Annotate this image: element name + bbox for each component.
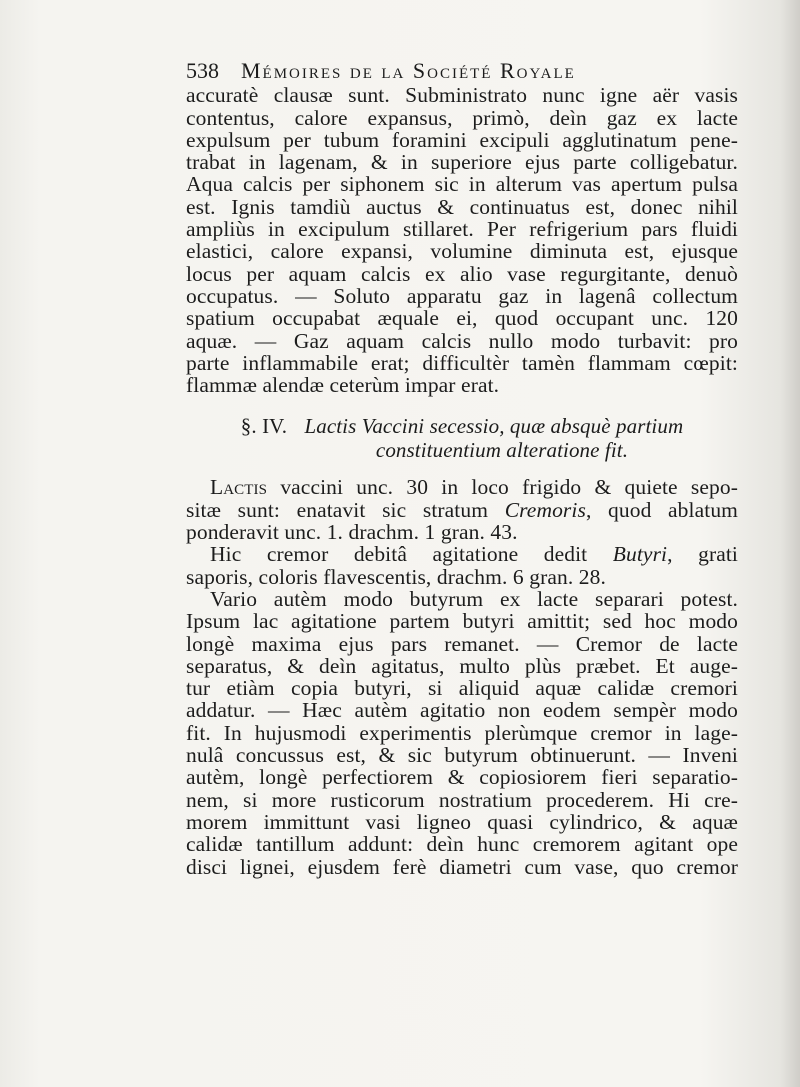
text-line: contentus, calore expansus, primò, deìn gaz ex lacte [186,105,738,130]
text-line: nem, si more rusticorum nostratium procederem. Hi cre- [186,787,738,812]
text-line: autèm, longè perfectiorem & copiosiorem fieri separatio- [186,765,738,790]
text-line: Hic cremor debitâ agitatione dedit Butyri, grati [210,542,738,567]
text-line: accuratè clausæ sunt. Subministrato nunc igne aër vasis [186,83,738,108]
running-header [186,60,738,82]
text-line: Vario autèm modo butyrum ex lacte separari potest. [210,586,738,611]
text-line: ampliùs in excipulum stillaret. Per refrigerium pars fluidi [186,217,738,242]
text-line: expulsum per tubum foramini excipuli agglutinatum pene- [186,127,738,152]
text-line: sitæ sunt: enatavit sic stratum Cremoris, quod ablatum [186,497,738,522]
section-title-continued: constituentium alteratione fit. [375,438,629,463]
lead-word: Lactis [210,475,268,500]
running-title: Mémoires de la Société Royale [241,58,576,83]
text-line: locus per aquam calcis ex alio vase regurgitante, denuò [186,261,738,286]
text-line: morem immittunt vasi ligneo quasi cylindrico, & aquæ [186,809,738,834]
text-line: occupatus. — Soluto apparatu gaz in lagenâ collectum [186,283,738,308]
text-line: spatium occupabat æquale ei, quod occupant unc. 120 [186,306,738,331]
page-number: 538 [186,58,219,83]
text-line: trabat in lagenam, & in superiore ejus parte colligebatur. [186,150,738,175]
text-line: Ipsum lac agitatione partem butyri amittit; sed hoc modo [186,609,738,634]
italic-term: Butyri [612,542,668,567]
text-line: addatur. — Hæc autèm agitatio non eodem sempèr modo [186,698,738,723]
text-line: Lactis vaccini unc. 30 in loco frigido & quiete sepo- [210,475,738,500]
text-line: saporis, coloris flavescentis, drachm. 6 gran. 28. [186,564,606,589]
text-line: est. Ignis tamdiù auctus & continuatus est, donec nihil [186,194,738,219]
text-line: ponderavit unc. 1. drachm. 1 gran. 43. [186,520,518,545]
paragraph-4 [186,588,738,878]
text-line: flammæ alendæ ceterùm impar erat. [186,373,500,398]
text-line: fit. In hujusmodi experimentis plerùmque cremor in lage- [186,720,738,745]
text-line: Aqua calcis per siphonem sic in alterum vas apertum pulsa [186,172,738,197]
text-line: calidæ tantillum addunt: deìn hunc cremorem agitant ope [186,832,738,857]
page-text [186,60,738,878]
section-heading [186,414,738,462]
text-line: disci lignei, ejusdem ferè diametri cum vase, quo cremor [186,854,738,879]
text-line: tur etiàm copia butyri, si aliquid aquæ calidæ cremori [186,676,738,701]
text-line: separatus, & deìn agitatus, multo plùs præbet. Et auge- [186,653,738,678]
paragraph-2 [186,476,738,543]
text-line: elastici, calore expansi, volumine diminuta est, ejusque [186,239,738,264]
section-title: Lactis Vaccini secessio, quæ absquè partium [304,414,684,439]
text-line: aquæ. — Gaz aquam calcis nullo modo turbavit: pro [186,328,738,353]
italic-term: Cremoris [504,497,586,522]
text-line: longè maxima ejus pars remanet. — Cremor de lacte [186,631,738,656]
section-number: §. IV. [240,414,288,439]
paragraph-3 [186,543,738,588]
text-line: parte inflammabile erat; difficultèr tamèn flammam cœpit: [186,350,738,375]
text-line: nulâ concussus est, & sic butyrum obtinuerunt. — Inveni [186,743,738,768]
paragraph-1 [186,84,738,396]
